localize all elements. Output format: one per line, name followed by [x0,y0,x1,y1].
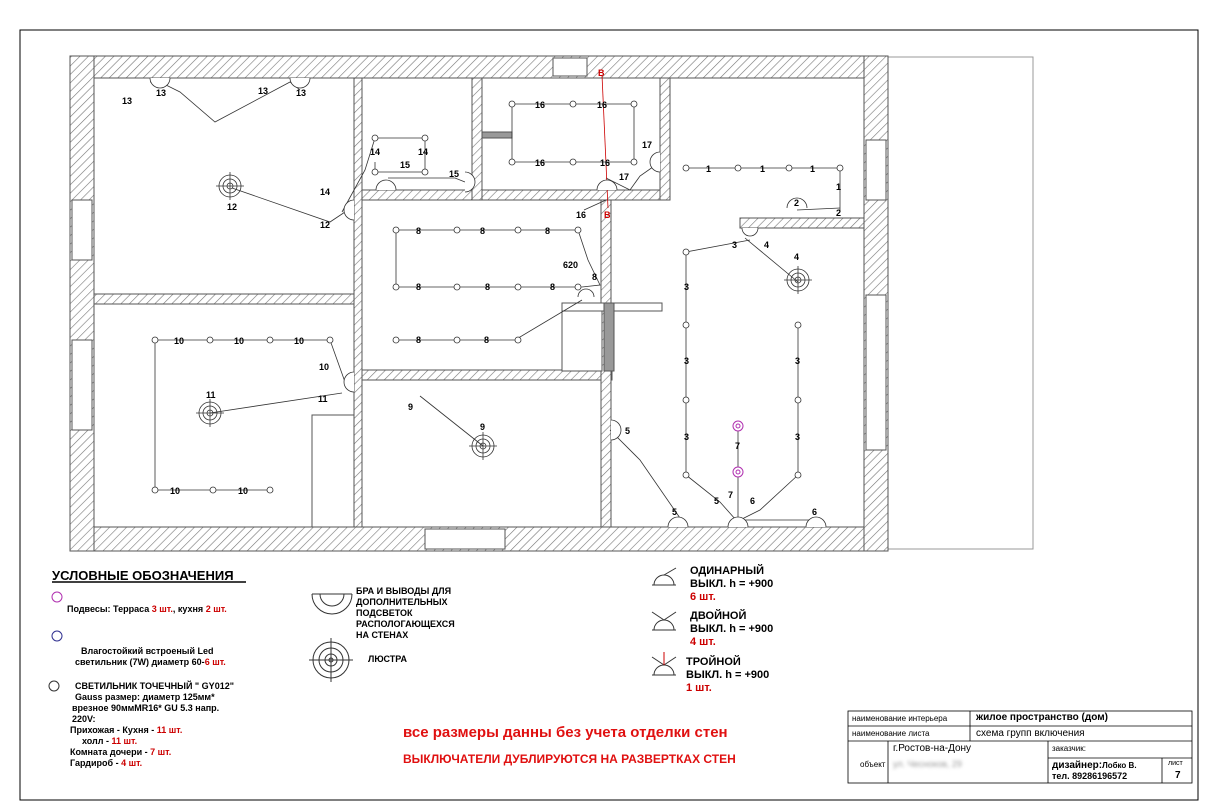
chandeliers [196,172,812,460]
label-9b: 9 [480,422,486,432]
legend-title: УСЛОВНЫЕ ОБОЗНАЧЕНИЯ [52,568,234,583]
switch-triple-h: ВЫКЛ. h = +900 [686,669,770,681]
legend-pendant-terrace: 3 шт. [151,604,173,614]
switch-triple [686,656,769,695]
label-8c: 8 [545,226,551,236]
pendant-icon [52,592,62,602]
tb-interior-label: наименование интерьера [852,714,948,723]
tb-sheet-name-value: схема групп включения [976,728,1085,739]
legend-spot-r3v: 7 шт. [150,747,172,757]
label-4a: 4 [764,240,770,250]
label-3b: 3 [684,282,690,292]
label-3d: 3 [684,432,690,442]
led-icon [52,631,62,641]
label-10a: 10 [174,336,185,346]
tb-designer-label: дизайнер: [1052,760,1103,771]
label-17a: 17 [642,140,653,150]
single-switch-icon [652,568,676,585]
label-8g: 8 [592,272,598,282]
tb-sheet-no: 7 [1175,770,1181,781]
label-2a: 2 [794,198,800,208]
double-switch-icon [652,612,676,630]
legend-spot-r2: холл - [82,736,112,746]
label-3f: 3 [795,432,801,442]
switch-single [690,565,773,604]
walls [70,56,888,551]
chandelier-9 [469,432,497,460]
label-1c: 1 [810,164,816,174]
switch-single-title: ОДИНАРНЫЙ [690,565,764,577]
label-12a: 12 [227,202,238,212]
label-8f: 8 [550,282,556,292]
label-10c: 10 [294,336,305,346]
label-14c: 14 [320,187,331,197]
legend-bra-line3: ПОДСВЕТОК [356,608,413,618]
legend-spot-line4: 220V: [72,714,96,724]
switch-single-count: 6 шт. [690,591,716,603]
label-14a: 14 [370,147,381,157]
label-6b: 6 [812,507,818,517]
legend-spot-r4: Гардироб - [70,758,122,768]
legend-pendant-text [67,604,227,615]
switch-double [690,610,773,649]
label-16b: 16 [597,100,608,110]
label-620: 620 [563,260,579,270]
label-16c: 16 [535,158,546,168]
label-12b: 12 [320,220,331,230]
label-b1: В [598,68,605,78]
label-5b: 5 [672,507,678,517]
note-dimensions: все размеры данны без учета отделки стен [403,724,728,741]
triple-switch-icon [652,652,676,675]
label-7a: 7 [735,441,741,451]
label-3e: 3 [795,356,801,366]
legend-spot-text [70,681,234,769]
label-5c: 5 [714,496,720,506]
label-10f: 10 [238,486,249,496]
label-2b: 2 [836,208,842,218]
label-7b: 7 [728,490,734,500]
terrace-outline [888,57,1033,549]
legend-led-text [75,646,226,668]
spot-icon [49,681,59,691]
label-8a: 8 [416,226,422,236]
tb-city: г.Ростов-на-Дону [893,743,972,754]
legend-spot-r1v: 11 шт. [156,725,183,735]
legend-spot-r3: Комната дочери - [70,747,151,757]
tb-sheet-name-label: наименование листа [852,729,930,738]
legend-chandelier-text: ЛЮСТРА [368,654,407,664]
legend-pendant-mid: , кухня [172,604,206,614]
legend-bra-line1: БРА И ВЫВОДЫ ДЛЯ [356,586,452,596]
legend-bra-line5: НА СТЕНАХ [356,630,409,640]
switch-triple-count: 1 шт. [686,682,712,694]
legend-spot-line1: СВЕТИЛЬНИК ТОЧЕЧНЫЙ " GY012" [75,681,234,691]
switch-double-title: ДВОЙНОЙ [690,610,747,622]
label-17b: 17 [619,172,630,182]
label-14b: 14 [418,147,429,157]
label-10d: 10 [319,362,330,372]
chandelier-11 [196,399,224,427]
label-8h: 8 [416,335,422,345]
label-5a: 5 [625,426,631,436]
label-13d: 13 [296,88,307,98]
legend-spot-line3: врезное 90ммMR16* GU 5.3 напр. [72,703,220,713]
tb-sheet-label: лист [1168,760,1183,767]
legend-spot-r4v: 4 шт. [121,758,143,768]
chandelier-icon [309,638,353,682]
tb-designer-name: Лобко В. [1102,761,1137,770]
tb-object-label: объект [860,760,886,769]
label-1a: 1 [706,164,712,174]
legend-led-count: 6 шт. [204,657,226,667]
label-13c: 13 [258,86,269,96]
legend-bra-line4: РАСПОЛОГАЮЩЕХСЯ [356,619,455,629]
label-9a: 9 [408,402,414,412]
label-15a: 15 [400,160,411,170]
label-8i: 8 [484,335,490,345]
legend-spot-r2v: 11 шт. [111,736,138,746]
switch-double-count: 4 шт. [690,636,716,648]
legend-spot-r1: Прихожая - Кухня - [70,725,157,735]
bra-icon [312,594,352,614]
legend-spot-line2: Gauss размер: диаметр 125мм* [75,692,215,702]
tb-phone: тел. 89286196572 [1052,771,1128,781]
switch-triple-title: ТРОЙНОЙ [686,656,741,668]
legend-bra-text [356,586,455,641]
label-8e: 8 [485,282,491,292]
label-16a: 16 [535,100,546,110]
tb-customer-label: заказчик: [1052,744,1086,753]
label-1b: 1 [760,164,766,174]
legend-bra-line2: ДОПОЛНИТЕЛЬНЫХ [356,597,448,607]
label-3c: 3 [684,356,690,366]
label-8d: 8 [416,282,422,292]
label-15b: 15 [449,169,460,179]
label-16d: 16 [600,158,611,168]
switch-double-h: ВЫКЛ. h = +900 [690,623,774,635]
legend-led-line1: Влагостойкий встроеный Led [81,646,214,656]
label-b2: В [604,210,611,220]
label-10b: 10 [234,336,245,346]
label-1d: 1 [836,182,842,192]
label-16e: 16 [576,210,587,220]
label-3a: 3 [732,240,738,250]
chandelier-4 [784,266,812,294]
label-6a: 6 [750,496,756,506]
label-10e: 10 [170,486,181,496]
label-4b: 4 [794,252,800,262]
label-13a: 13 [122,96,133,106]
switch-single-h: ВЫКЛ. h = +900 [690,578,774,590]
label-13b: 13 [156,88,167,98]
tb-interior-value: жилое пространство (дом) [976,712,1108,723]
tb-designer [1052,760,1137,771]
tb-address: ул. Чесноков, 29 [893,759,962,769]
label-8b: 8 [480,226,486,236]
label-11a: 11 [206,390,216,400]
chandelier-12 [216,172,244,200]
note-switches: ВЫКЛЮЧАТЕЛИ ДУБЛИРУЮТСЯ НА РАЗВЕРТКАХ СТЕН [403,752,736,766]
legend-pendant-kitchen: 2 шт. [205,604,227,614]
label-11b: 11 [318,394,328,404]
legend-pendant-label: Подвесы: Терраса [67,604,152,614]
legend-led-line2: светильник (7W) диаметр 60- [75,657,205,667]
